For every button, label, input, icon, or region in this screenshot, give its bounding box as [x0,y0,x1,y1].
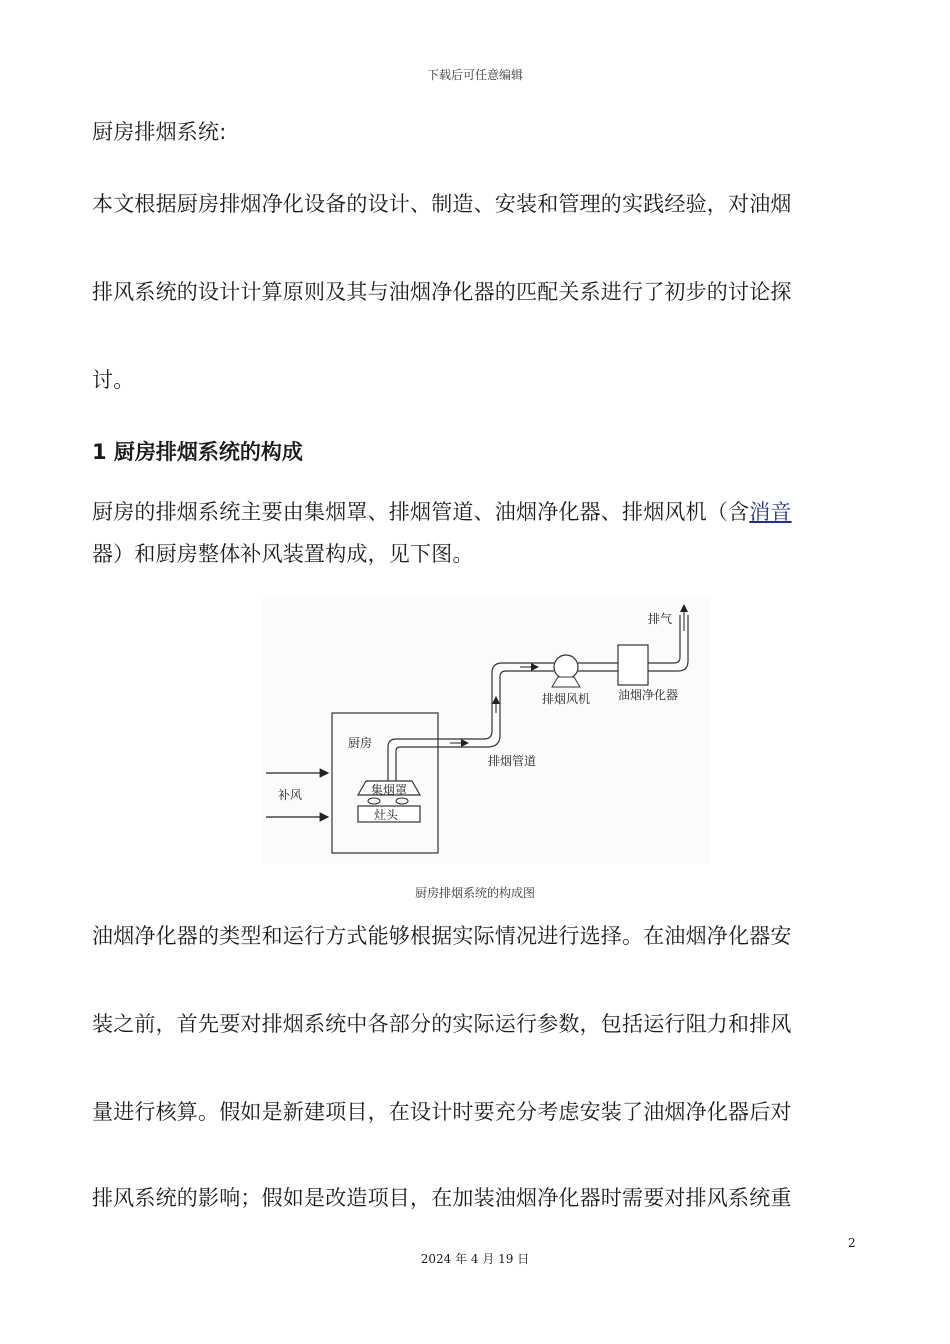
section-title: 厨房排烟系统: [92,120,227,144]
composition-line-1 [92,496,792,526]
diagram-background [263,596,711,864]
intro-line-3: 讨。 [92,368,135,392]
heading-1: 1 厨房排烟系统的构成 [92,440,303,464]
kitchen-label: 厨房 [348,736,373,750]
intro-line-2: 排风系统的设计计算原则及其与油烟净化器的匹配关系进行了初步的讨论探 [92,280,792,304]
body2-line-1: 油烟净化器的类型和运行方式能够根据实际情况进行选择。在油烟净化器安 [92,924,792,948]
fan-label: 排烟风机 [542,692,591,706]
intro-line-1: 本文根据厨房排烟净化设备的设计、制造、安装和管理的实践经验，对油烟 [92,192,792,216]
purifier-box [618,645,648,685]
body2-line-4: 排风系统的影响；假如是改造项目，在加装油烟净化器时需要对排风系统重 [92,1186,792,1210]
figure-caption: 厨房排烟系统的构成图 [414,886,535,900]
hood-label: 集烟罩 [371,783,408,797]
composition-line-2: 器）和厨房整体补风装置构成，见下图。 [92,542,474,566]
purifier-label: 油烟净化器 [618,688,679,702]
body2-line-3: 量进行核算。假如是新建项目，在设计时要充分考虑安装了油烟净化器后对 [92,1100,792,1124]
page-number: 2 [848,1236,856,1250]
body2-line-2: 装之前，首先要对排烟系统中各部分的实际运行参数，包括运行阻力和排风 [92,1012,792,1036]
duct-label: 排烟管道 [488,754,537,768]
header-note: 下载后可任意编辑 [426,68,523,82]
air-supply-label: 补风 [278,788,303,802]
footer-date: 2024 年 4 月 19 日 [420,1252,530,1266]
exhaust-label: 排气 [648,612,673,626]
muffler-link[interactable]: 消音 [749,500,792,524]
fan-icon [554,655,578,679]
kitchen-exhaust-diagram [262,595,712,865]
stove-label: 灶头 [374,808,399,822]
composition-line-1-text: 厨房的排烟系统主要由集烟罩、排烟管道、油烟净化器、排烟风机（含 [92,500,750,524]
